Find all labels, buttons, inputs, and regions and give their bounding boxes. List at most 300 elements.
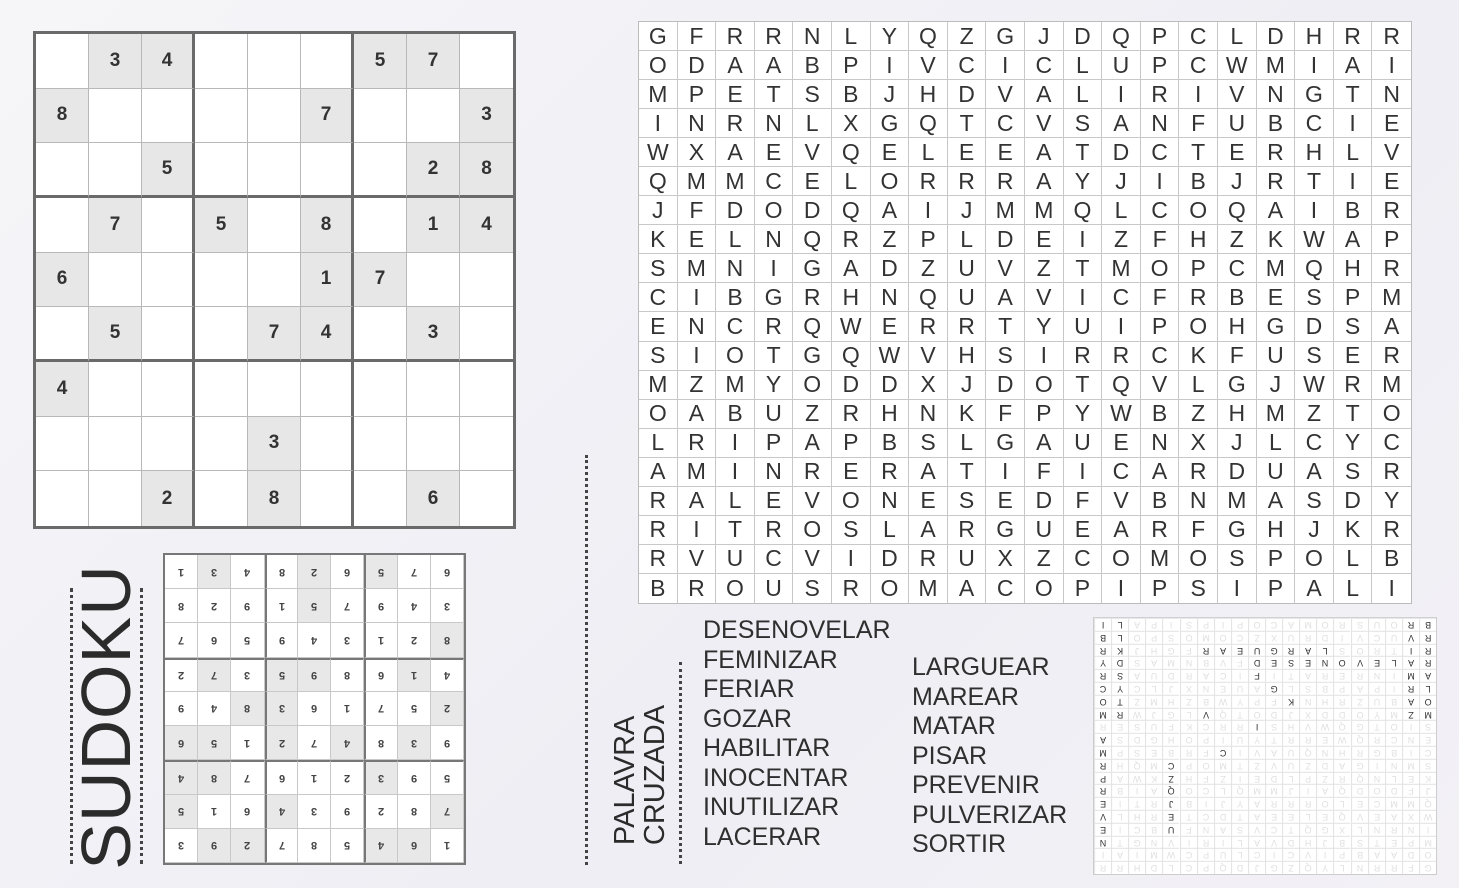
wordsearch-letter[interactable]: I [1295,51,1334,80]
wordsearch-letter[interactable]: Q [832,138,871,167]
wordsearch-letter[interactable]: I [1218,574,1257,603]
wordsearch-letter[interactable]: O [1179,196,1218,225]
wordsearch-letter[interactable]: Z [1102,225,1141,254]
sudoku-cell[interactable] [195,417,248,472]
wordsearch-letter[interactable]: I [678,342,717,371]
wordsearch-letter[interactable]: R [986,167,1025,196]
wordsearch-letter[interactable]: G [1218,371,1257,400]
wordsearch-letter[interactable]: U [1102,51,1141,80]
sudoku-cell[interactable] [195,143,248,198]
wordsearch-letter[interactable]: N [793,22,832,51]
sudoku-cell[interactable]: 2 [407,143,460,198]
wordsearch-letter[interactable]: R [832,400,871,429]
wordsearch-letter[interactable]: N [716,254,755,283]
wordsearch-letter[interactable]: L [948,225,987,254]
wordsearch-letter[interactable]: L [1257,429,1296,458]
wordsearch-letter[interactable]: S [1334,458,1373,487]
wordsearch-letter[interactable]: A [678,487,717,516]
wordsearch-letter[interactable]: D [1218,458,1257,487]
sudoku-cell[interactable] [248,34,301,89]
wordsearch-letter[interactable]: Z [1295,400,1334,429]
sudoku-cell[interactable] [407,253,460,308]
wordsearch-letter[interactable]: S [1179,574,1218,603]
wordsearch-letter[interactable]: F [1064,487,1103,516]
wordsearch-letter[interactable]: L [716,225,755,254]
wordsearch-letter[interactable]: B [871,429,910,458]
wordsearch-letter[interactable]: G [639,22,678,51]
wordsearch-letter[interactable]: O [1102,545,1141,574]
wordsearch-letter[interactable]: H [1295,22,1334,51]
sudoku-cell[interactable] [354,417,407,472]
wordsearch-letter[interactable]: K [639,225,678,254]
wordsearch-letter[interactable]: P [832,51,871,80]
wordsearch-letter[interactable]: B [1334,196,1373,225]
sudoku-cell[interactable] [142,362,195,417]
wordsearch-letter[interactable]: D [832,371,871,400]
wordsearch-letter[interactable]: U [755,400,794,429]
wordsearch-letter[interactable]: O [793,516,832,545]
wordsearch-letter[interactable]: N [871,487,910,516]
wordsearch-letter[interactable]: F [1179,516,1218,545]
wordsearch-letter[interactable]: U [1218,109,1257,138]
sudoku-cell[interactable] [142,417,195,472]
wordsearch-letter[interactable]: J [1218,429,1257,458]
wordsearch-letter[interactable]: H [1218,312,1257,341]
wordsearch-letter[interactable]: R [909,167,948,196]
wordsearch-letter[interactable]: E [832,458,871,487]
wordsearch-letter[interactable]: L [1102,196,1141,225]
wordsearch-letter[interactable]: T [986,312,1025,341]
wordsearch-letter[interactable]: E [1064,516,1103,545]
wordsearch-letter[interactable]: E [871,138,910,167]
wordsearch-letter[interactable]: U [1064,429,1103,458]
wordsearch-letter[interactable]: S [639,254,678,283]
wordsearch-letter[interactable]: A [909,516,948,545]
wordsearch-letter[interactable]: M [716,371,755,400]
wordsearch-letter[interactable]: Z [1218,225,1257,254]
wordsearch-letter[interactable]: R [1372,196,1411,225]
wordsearch-letter[interactable]: I [1334,167,1373,196]
wordsearch-letter[interactable]: A [755,51,794,80]
wordsearch-letter[interactable]: D [871,371,910,400]
wordsearch-letter[interactable]: J [1025,22,1064,51]
wordsearch-letter[interactable]: A [1141,458,1180,487]
wordsearch-letter[interactable]: Z [1025,254,1064,283]
wordsearch-letter[interactable]: H [1295,138,1334,167]
wordsearch-letter[interactable]: C [1372,429,1411,458]
wordsearch-letter[interactable]: D [1064,22,1103,51]
sudoku-cell[interactable] [354,143,407,198]
wordsearch-letter[interactable]: J [1257,371,1296,400]
wordsearch-letter[interactable]: Z [871,225,910,254]
wordsearch-letter[interactable]: R [755,516,794,545]
wordsearch-letter[interactable]: V [909,51,948,80]
wordsearch-letter[interactable]: Y [1064,167,1103,196]
wordsearch-letter[interactable]: V [909,342,948,371]
wordsearch-letter[interactable]: J [948,371,987,400]
wordsearch-letter[interactable]: I [1064,458,1103,487]
wordsearch-letter[interactable]: O [639,400,678,429]
sudoku-cell[interactable]: 3 [407,307,460,362]
wordsearch-letter[interactable]: A [678,400,717,429]
sudoku-cell[interactable]: 4 [142,34,195,89]
wordsearch-letter[interactable]: R [1064,342,1103,371]
wordsearch-letter[interactable]: E [755,487,794,516]
wordsearch-letter[interactable]: M [1372,283,1411,312]
wordsearch-letter[interactable]: G [871,109,910,138]
wordsearch-letter[interactable]: F [1025,458,1064,487]
wordsearch-letter[interactable]: A [716,138,755,167]
wordsearch-letter[interactable]: R [948,167,987,196]
wordsearch-letter[interactable]: B [1257,109,1296,138]
wordsearch-letter[interactable]: G [986,429,1025,458]
wordsearch-letter[interactable]: P [1257,545,1296,574]
wordsearch-letter[interactable]: G [986,516,1025,545]
wordsearch-letter[interactable]: E [986,487,1025,516]
wordsearch-letter[interactable]: D [871,545,910,574]
wordsearch-letter[interactable]: V [1141,371,1180,400]
sudoku-cell[interactable]: 4 [301,307,354,362]
wordsearch-letter[interactable]: I [1372,51,1411,80]
wordsearch-letter[interactable]: R [909,312,948,341]
wordsearch-letter[interactable]: I [1102,312,1141,341]
wordsearch-letter[interactable]: C [1141,138,1180,167]
sudoku-cell[interactable] [142,307,195,362]
sudoku-cell[interactable] [89,89,142,144]
wordsearch-letter[interactable]: L [639,429,678,458]
wordsearch-letter[interactable]: D [1102,138,1141,167]
wordsearch-letter[interactable]: N [1141,109,1180,138]
wordsearch-letter[interactable]: R [716,109,755,138]
sudoku-cell[interactable]: 8 [248,471,301,526]
sudoku-cell[interactable] [354,198,407,253]
wordsearch-letter[interactable]: L [832,22,871,51]
wordsearch-letter[interactable]: L [1218,22,1257,51]
wordsearch-letter[interactable]: B [1218,283,1257,312]
wordsearch-letter[interactable]: H [1334,254,1373,283]
wordsearch-letter[interactable]: O [1141,254,1180,283]
wordsearch-letter[interactable]: F [678,22,717,51]
wordsearch-letter[interactable]: Q [909,22,948,51]
sudoku-cell[interactable] [89,417,142,472]
wordsearch-letter[interactable]: C [1179,22,1218,51]
wordsearch-letter[interactable]: L [793,109,832,138]
wordsearch-letter[interactable]: M [678,254,717,283]
wordsearch-letter[interactable]: R [793,283,832,312]
wordsearch-letter[interactable]: P [1141,312,1180,341]
sudoku-cell[interactable]: 5 [89,307,142,362]
wordsearch-letter[interactable]: V [1218,80,1257,109]
sudoku-cell[interactable] [301,417,354,472]
wordsearch-letter[interactable]: S [1295,487,1334,516]
sudoku-cell[interactable] [36,198,89,253]
wordsearch-letter[interactable]: C [1064,545,1103,574]
wordsearch-letter[interactable]: F [1179,109,1218,138]
sudoku-cell[interactable] [407,362,460,417]
wordsearch-letter[interactable]: Q [1295,254,1334,283]
wordsearch-letter[interactable]: E [755,138,794,167]
wordsearch-letter[interactable]: S [832,516,871,545]
wordsearch-letter[interactable]: F [1218,342,1257,371]
wordsearch-letter[interactable]: V [678,545,717,574]
wordsearch-letter[interactable]: D [986,225,1025,254]
sudoku-cell[interactable] [354,362,407,417]
wordsearch-letter[interactable]: R [1334,22,1373,51]
wordsearch-letter[interactable]: W [871,342,910,371]
wordsearch-letter[interactable]: V [1025,109,1064,138]
wordsearch-letter[interactable]: A [909,458,948,487]
wordsearch-letter[interactable]: R [1372,458,1411,487]
wordsearch-letter[interactable]: M [909,574,948,603]
wordsearch-letter[interactable]: A [1025,429,1064,458]
wordsearch-letter[interactable]: O [1025,574,1064,603]
wordsearch-letter[interactable]: E [1372,109,1411,138]
sudoku-cell[interactable] [195,34,248,89]
sudoku-cell[interactable] [195,253,248,308]
wordsearch-letter[interactable]: N [678,312,717,341]
wordsearch-letter[interactable]: T [1295,167,1334,196]
wordsearch-letter[interactable]: G [793,342,832,371]
wordsearch-letter[interactable]: U [948,254,987,283]
wordsearch-letter[interactable]: L [1334,574,1373,603]
wordsearch-letter[interactable]: L [948,429,987,458]
wordsearch-letter[interactable]: R [1372,516,1411,545]
wordsearch-letter[interactable]: E [678,225,717,254]
wordsearch-letter[interactable]: B [1141,400,1180,429]
wordsearch-letter[interactable]: V [793,487,832,516]
wordsearch-letter[interactable]: K [1257,225,1296,254]
sudoku-cell[interactable] [301,143,354,198]
wordsearch-letter[interactable]: R [755,312,794,341]
wordsearch-letter[interactable]: N [755,458,794,487]
wordsearch-letter[interactable]: Q [793,312,832,341]
wordsearch-letter[interactable]: I [1064,283,1103,312]
sudoku-cell[interactable] [89,471,142,526]
wordsearch-letter[interactable]: J [639,196,678,225]
wordsearch-letter[interactable]: A [1102,516,1141,545]
sudoku-cell[interactable]: 3 [248,417,301,472]
wordsearch-letter[interactable]: A [1257,196,1296,225]
wordsearch-letter[interactable]: W [1295,225,1334,254]
sudoku-cell[interactable]: 8 [301,198,354,253]
wordsearch-letter[interactable]: V [986,254,1025,283]
wordsearch-letter[interactable]: U [1257,458,1296,487]
wordsearch-letter[interactable]: C [986,109,1025,138]
wordsearch-letter[interactable]: V [1372,138,1411,167]
wordsearch-letter[interactable]: R [1372,254,1411,283]
wordsearch-letter[interactable]: L [871,516,910,545]
sudoku-cell[interactable] [89,143,142,198]
wordsearch-letter[interactable]: P [678,80,717,109]
sudoku-cell[interactable] [248,253,301,308]
wordsearch-letter[interactable]: K [1334,516,1373,545]
wordsearch-letter[interactable]: M [1218,487,1257,516]
wordsearch-letter[interactable]: H [1218,400,1257,429]
wordsearch-letter[interactable]: R [1179,283,1218,312]
wordsearch-letter[interactable]: S [1295,283,1334,312]
wordsearch-letter[interactable]: G [1257,312,1296,341]
wordsearch-letter[interactable]: Z [1179,400,1218,429]
wordsearch-letter[interactable]: M [1257,400,1296,429]
wordsearch-letter[interactable]: P [1372,225,1411,254]
wordsearch-letter[interactable]: W [832,312,871,341]
wordsearch-letter[interactable]: W [1102,400,1141,429]
wordsearch-letter[interactable]: J [1218,167,1257,196]
wordsearch-letter[interactable]: C [1218,254,1257,283]
wordsearch-letter[interactable]: U [948,545,987,574]
sudoku-cell[interactable]: 7 [354,253,407,308]
wordsearch-letter[interactable]: A [1334,225,1373,254]
wordsearch-letter[interactable]: E [1334,342,1373,371]
sudoku-cell[interactable]: 7 [89,198,142,253]
sudoku-cell[interactable] [36,417,89,472]
wordsearch-letter[interactable]: Q [909,109,948,138]
sudoku-cell[interactable] [354,307,407,362]
wordsearch-letter[interactable]: R [1334,371,1373,400]
sudoku-cell[interactable] [195,89,248,144]
wordsearch-letter[interactable]: B [1141,487,1180,516]
wordsearch-letter[interactable]: I [909,196,948,225]
wordsearch-letter[interactable]: N [755,109,794,138]
wordsearch-letter[interactable]: C [755,545,794,574]
wordsearch-letter[interactable]: Q [1102,371,1141,400]
wordsearch-letter[interactable]: C [716,312,755,341]
wordsearch-letter[interactable]: A [1025,167,1064,196]
wordsearch-letter[interactable]: O [1372,400,1411,429]
wordsearch-letter[interactable]: R [678,429,717,458]
wordsearch-letter[interactable]: W [1218,51,1257,80]
wordsearch-letter[interactable]: O [793,371,832,400]
wordsearch-letter[interactable]: R [716,22,755,51]
wordsearch-letter[interactable]: R [1372,22,1411,51]
wordsearch-letter[interactable]: I [1025,342,1064,371]
wordsearch-letter[interactable]: P [1141,574,1180,603]
wordsearch-letter[interactable]: M [1257,254,1296,283]
sudoku-cell[interactable] [36,471,89,526]
wordsearch-letter[interactable]: C [1102,458,1141,487]
wordsearch-letter[interactable]: E [1102,429,1141,458]
wordsearch-letter[interactable]: S [909,429,948,458]
wordsearch-letter[interactable]: S [639,342,678,371]
wordsearch-letter[interactable]: C [639,283,678,312]
wordsearch-letter[interactable]: I [1334,109,1373,138]
wordsearch-letter[interactable]: L [1179,371,1218,400]
wordsearch-letter[interactable]: U [948,283,987,312]
wordsearch-letter[interactable]: Z [678,371,717,400]
wordsearch-letter[interactable]: X [678,138,717,167]
sudoku-cell[interactable] [460,34,513,89]
sudoku-cell[interactable] [407,89,460,144]
wordsearch-letter[interactable]: A [1334,51,1373,80]
wordsearch-letter[interactable]: L [909,138,948,167]
wordsearch-letter[interactable]: Y [1064,400,1103,429]
sudoku-cell[interactable]: 3 [89,34,142,89]
wordsearch-letter[interactable]: E [716,80,755,109]
sudoku-cell[interactable] [89,253,142,308]
wordsearch-letter[interactable]: Q [832,196,871,225]
wordsearch-letter[interactable]: Z [1025,545,1064,574]
wordsearch-letter[interactable]: T [1334,400,1373,429]
sudoku-cell[interactable] [36,143,89,198]
wordsearch-letter[interactable]: T [1334,80,1373,109]
sudoku-cell[interactable] [460,253,513,308]
wordsearch-letter[interactable]: T [1179,138,1218,167]
wordsearch-letter[interactable]: A [1102,109,1141,138]
wordsearch-letter[interactable]: H [871,400,910,429]
sudoku-cell[interactable]: 7 [407,34,460,89]
wordsearch-letter[interactable]: D [1295,312,1334,341]
wordsearch-letter[interactable]: Q [1102,22,1141,51]
wordsearch-letter[interactable]: A [1295,574,1334,603]
wordsearch-letter[interactable]: Y [871,22,910,51]
wordsearch-letter[interactable]: N [1141,429,1180,458]
wordsearch-letter[interactable]: A [1025,138,1064,167]
sudoku-cell[interactable] [36,307,89,362]
wordsearch-letter[interactable]: P [1064,574,1103,603]
wordsearch-letter[interactable]: I [986,458,1025,487]
wordsearch-letter[interactable]: B [1179,167,1218,196]
wordsearch-letter[interactable]: I [716,429,755,458]
sudoku-cell[interactable]: 7 [248,307,301,362]
wordsearch-letter[interactable]: N [755,225,794,254]
wordsearch-letter[interactable]: Z [793,400,832,429]
wordsearch-letter[interactable]: R [639,516,678,545]
wordsearch-letter[interactable]: I [639,109,678,138]
wordsearch-letter[interactable]: V [793,138,832,167]
wordsearch-letter[interactable]: S [948,487,987,516]
wordsearch-letter[interactable]: A [986,283,1025,312]
wordsearch-letter[interactable]: J [871,80,910,109]
sudoku-cell[interactable] [301,471,354,526]
sudoku-cell[interactable] [36,34,89,89]
wordsearch-letter[interactable]: I [1102,80,1141,109]
wordsearch-letter[interactable]: C [986,574,1025,603]
wordsearch-letter[interactable]: R [948,312,987,341]
wordsearch-letter[interactable]: Y [1334,429,1373,458]
wordsearch-letter[interactable]: T [755,80,794,109]
wordsearch-letter[interactable]: I [986,51,1025,80]
wordsearch-letter[interactable]: N [909,400,948,429]
wordsearch-letter[interactable]: M [986,196,1025,225]
wordsearch-letter[interactable]: K [948,400,987,429]
wordsearch-letter[interactable]: P [909,225,948,254]
wordsearch-letter[interactable]: Y [755,371,794,400]
wordsearch-letter[interactable]: T [755,342,794,371]
sudoku-cell[interactable] [460,362,513,417]
wordsearch-letter[interactable]: J [1295,516,1334,545]
wordsearch-letter[interactable]: M [678,167,717,196]
wordsearch-letter[interactable]: O [639,51,678,80]
sudoku-cell[interactable] [195,471,248,526]
wordsearch-letter[interactable]: G [1218,516,1257,545]
wordsearch-letter[interactable]: K [1179,342,1218,371]
wordsearch-letter[interactable]: I [716,458,755,487]
wordsearch-letter[interactable]: V [793,545,832,574]
wordsearch-letter[interactable]: P [1334,283,1373,312]
wordsearch-letter[interactable]: M [1141,545,1180,574]
wordsearch-letter[interactable]: L [832,167,871,196]
wordsearch-letter[interactable]: R [1257,138,1296,167]
wordsearch-letter[interactable]: C [1141,342,1180,371]
wordsearch-letter[interactable]: P [1179,254,1218,283]
wordsearch-letter[interactable]: I [1102,574,1141,603]
wordsearch-letter[interactable]: F [1141,225,1180,254]
wordsearch-letter[interactable]: D [678,51,717,80]
wordsearch-letter[interactable]: X [1179,429,1218,458]
wordsearch-letter[interactable]: S [1334,312,1373,341]
wordsearch-letter[interactable]: Z [909,254,948,283]
sudoku-cell[interactable]: 4 [460,198,513,253]
